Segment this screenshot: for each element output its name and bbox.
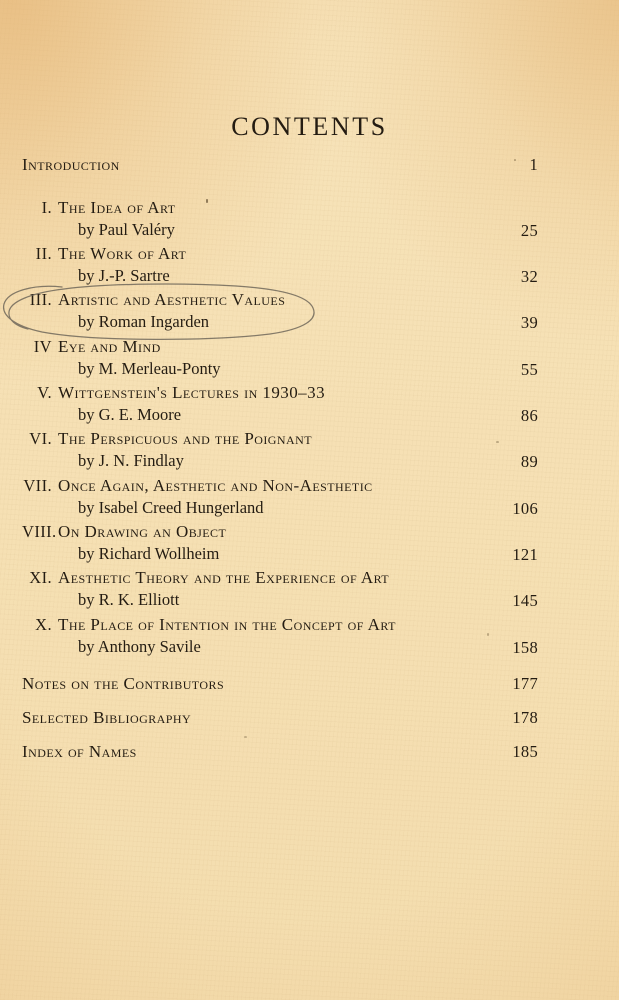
paper-speck <box>206 199 208 203</box>
toc-entry-page-number: 55 <box>520 360 538 379</box>
toc-entry-numeral: X. <box>35 615 52 634</box>
toc-entry-page-number: 145 <box>512 591 538 610</box>
paper-speck <box>244 736 247 738</box>
page-title: CONTENTS <box>231 112 388 141</box>
toc-entry-title: The Perspicuous and the Poignant <box>58 429 313 448</box>
toc-entry[interactable] <box>22 155 538 175</box>
toc-entry-numeral: VIII. <box>22 522 57 541</box>
paper-speck <box>514 159 516 161</box>
toc-entry-title: The Place of Intention in the Concept of Art <box>58 615 396 634</box>
toc-entry-numeral: V. <box>37 383 52 402</box>
toc-entry[interactable] <box>22 429 538 471</box>
toc-entry-page-number: 86 <box>520 406 538 425</box>
toc-entry-title: Introduction <box>22 155 120 174</box>
toc-entry-author: by Anthony Savile <box>78 637 201 656</box>
toc-entry-page-number: 89 <box>520 452 538 471</box>
toc-entry-page-number: 32 <box>520 267 538 286</box>
toc-entry[interactable] <box>22 290 538 332</box>
toc-entry-numeral: I. <box>41 198 52 217</box>
toc-entry-title: Aesthetic Theory and the Experience of Art <box>58 568 390 587</box>
toc-entry[interactable] <box>22 742 538 762</box>
toc-entry-author: by Roman Ingarden <box>78 312 210 331</box>
paper-speck <box>487 633 489 636</box>
toc-entry-title: On Drawing an Object <box>58 522 227 541</box>
toc-entry-title: Selected Bibliography <box>22 708 192 727</box>
toc-entry-page-number: 121 <box>512 545 538 564</box>
toc-entry-numeral: VII. <box>23 476 52 495</box>
toc-entry-numeral: IV <box>33 337 52 356</box>
toc-entry-author: by Paul Valéry <box>78 220 175 239</box>
toc-entry-title: Eye and Mind <box>58 337 161 356</box>
toc-entry-numeral: III. <box>29 290 52 309</box>
toc-entry[interactable] <box>22 708 538 728</box>
toc-entry-title: Artistic and Aesthetic Values <box>58 290 286 309</box>
toc-entry-title: The Idea of Art <box>58 198 176 217</box>
toc-entry-author: by Isabel Creed Hungerland <box>78 498 264 517</box>
toc-entry-page-number: 177 <box>512 674 538 693</box>
toc-entry-page-number: 106 <box>512 499 538 518</box>
toc-entry-author: by Richard Wollheim <box>78 544 220 563</box>
toc-entry[interactable] <box>22 674 538 694</box>
toc-entry-title: Wittgenstein's Lectures in 1930–33 <box>58 383 326 402</box>
toc-entry[interactable] <box>22 476 538 518</box>
toc-entry-title: Once Again, Aesthetic and Non-Aesthetic <box>58 476 373 495</box>
toc-entry-author: by G. E. Moore <box>78 405 182 424</box>
toc-entry-numeral: VI. <box>29 429 52 448</box>
toc-entry-title: The Work of Art <box>58 244 187 263</box>
toc-entry-title: Index of Names <box>22 742 137 761</box>
toc-entry[interactable] <box>22 337 538 379</box>
toc-entry-page-number: 158 <box>512 638 538 657</box>
toc-entry-author: by J. N. Findlay <box>78 451 184 470</box>
toc-entry-page-number: 25 <box>520 221 538 240</box>
toc-entry[interactable] <box>22 522 538 564</box>
toc-entry[interactable] <box>22 244 538 286</box>
toc-entry-author: by R. K. Elliott <box>78 590 180 609</box>
paper-speck <box>496 441 499 443</box>
toc-entry[interactable] <box>22 383 538 425</box>
toc-entry-numeral: XI. <box>29 568 52 587</box>
toc-entry-title: Notes on the Contributors <box>22 674 225 693</box>
toc-entry[interactable] <box>22 568 538 610</box>
toc-entry-page-number: 39 <box>520 313 538 332</box>
toc-entry-author: by M. Merleau-Ponty <box>78 359 221 378</box>
toc-entry-page-number: 185 <box>512 742 538 761</box>
toc-entry[interactable] <box>22 198 538 240</box>
toc-entry-page-number: 1 <box>529 155 538 174</box>
toc-entry-numeral: II. <box>35 244 52 263</box>
toc-entry-author: by J.-P. Sartre <box>78 266 170 285</box>
toc-entry-page-number: 178 <box>512 708 538 727</box>
toc-entry[interactable] <box>22 615 538 657</box>
